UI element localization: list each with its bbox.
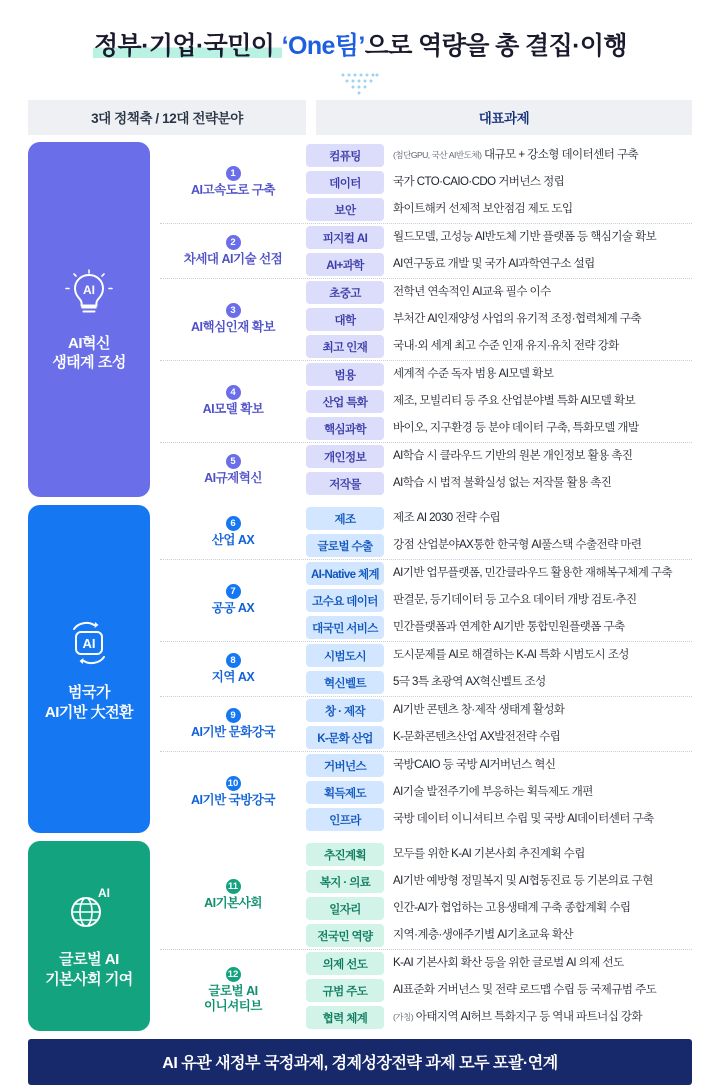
policy-axis-label-line2: AI기반 大전환 [44,703,134,721]
svg-text:AI: AI [82,636,96,652]
svg-text:AI: AI [98,886,110,901]
task-item [306,950,692,977]
task-description: 월드모델, 고성능 AI반도체 기반 플랫폼 등 핵심기술 확보 [393,231,657,244]
task-item [306,224,692,251]
svg-text:AI: AI [83,282,95,297]
task-chip[interactable]: 인프라 [306,808,384,831]
task-chip[interactable]: 데이터 [306,171,384,194]
task-description: 제조 AI 2030 전략 수립 [393,512,501,525]
task-description: 국가 CTO·CAIO·CDO 거버넌스 정립 [393,176,565,189]
strategy-number-badge: 9 [226,708,241,723]
task-description: 제조, 모빌리티 등 주요 산업분야별 특화 AI모델 확보 [393,395,636,408]
task-chip[interactable]: 범용 [306,363,384,386]
ai-bulb-icon [62,267,116,321]
page-title-highlight: 정부·기업·국민이 [94,32,281,60]
task-description: AI기반 콘텐츠 창·제작 생태계 활성화 [393,704,565,717]
strategy-label [204,984,262,1015]
task-item [306,614,692,641]
task-item [306,196,692,223]
task-chip[interactable]: 핵심과학 [306,417,384,440]
strategy-field-8[interactable] [160,642,306,696]
footer-banner: AI 유관 새정부 국정과제, 경제성장전략 과제 모두 포괄·연계 [28,1039,692,1085]
strategy-number-badge: 3 [226,303,241,318]
task-item [306,587,692,614]
task-description: 바이오, 지구환경 등 분야 데이터 구축, 특화모델 개발 [393,422,639,435]
task-chip[interactable]: 전국민 역량 [306,924,384,947]
task-chip[interactable]: 고수요 데이터 [306,589,384,612]
funnel-decoration [28,72,692,98]
task-list [306,752,692,833]
dotted-funnel-icon [339,72,381,96]
task-list [306,505,692,559]
strategy-field-2[interactable] [160,224,306,278]
task-list [306,279,692,360]
task-chip[interactable]: 제조 [306,507,384,530]
strategy-label-line2: 이니셔티브 [204,999,262,1013]
strategy-row [160,751,692,833]
strategy-number-badge: 6 [226,516,241,531]
ai-transform-icon [62,616,116,675]
strategy-row [160,641,692,696]
page-title [93,26,627,62]
task-item [306,697,692,724]
strategy-field-12[interactable] [160,950,306,1031]
ai-transform-icon [62,616,116,670]
task-description: 5극 3특 초광역 AX혁신벨트 조성 [393,676,546,689]
strategy-row [160,559,692,641]
task-item [306,752,692,779]
ai-bulb-icon [62,267,116,326]
strategy-field-5[interactable] [160,443,306,497]
strategy-label: AI핵심인재 확보 [191,320,275,335]
strategy-rows-3 [160,841,692,1031]
task-item [306,279,692,306]
task-chip[interactable]: 추진계획 [306,843,384,866]
task-chip[interactable]: 대학 [306,308,384,331]
task-item [306,922,692,949]
strategy-label: AI고속도로 구축 [191,183,275,198]
policy-axis-card-3[interactable] [28,841,150,1031]
task-item [306,895,692,922]
task-chip[interactable]: 산업 특화 [306,390,384,413]
policy-axis-block-1 [28,142,692,497]
task-item [306,868,692,895]
strategy-label: AI규제혁신 [204,470,262,485]
task-description-text: 대규모 + 강소형 데이터센터 구축 [484,149,639,162]
task-list [306,142,692,223]
strategy-label: AI모델 확보 [202,402,264,417]
task-chip[interactable]: 저작물 [306,472,384,495]
task-description: 화이트해커 선제적 보안점검 제도 도입 [393,203,573,216]
task-chip[interactable]: 최고 인재 [306,335,384,358]
header-policy-axes: 3대 정책축 / 12대 전략분야 [28,100,306,135]
policy-axis-label-line1: 글로벌 AI [59,951,119,969]
task-item [306,724,692,751]
strategy-label-line1: 글로벌 AI [208,983,258,998]
strategy-number-badge: 11 [226,879,241,894]
strategy-field-10[interactable] [160,752,306,833]
strategy-row [160,505,692,559]
policy-axis-label-1 [52,334,126,372]
strategy-number-badge: 12 [226,967,241,982]
task-item [306,642,692,669]
globe-ai-icon [62,883,116,937]
column-headers [28,100,692,135]
task-chip[interactable]: 컴퓨팅 [306,144,384,167]
task-description-note: (가칭) [393,1012,414,1023]
task-item [306,470,692,497]
task-description: AI학습 시 법적 불확실성 없는 저작물 활용 촉진 [393,477,612,490]
task-chip[interactable]: 대국민 서비스 [306,616,384,639]
task-item [306,306,692,333]
strategy-number-badge: 7 [226,584,241,599]
policy-axis-label-line1: 범국가 [68,684,110,702]
task-item [306,779,692,806]
task-chip[interactable]: 획득제도 [306,781,384,804]
task-description-text: 아태지역 AI허브 특화지구 등 역내 파트너십 강화 [415,1011,643,1024]
task-list [306,560,692,641]
strategy-number-badge: 8 [226,653,241,668]
policy-axis-block-2 [28,505,692,833]
task-item [306,806,692,833]
task-chip[interactable]: 복지 · 의료 [306,870,384,893]
header-representative-tasks: 대표과제 [316,100,692,135]
task-description: 지역·계층·생애주기별 AI기초교육 확산 [393,929,573,942]
strategy-label: AI기반 문화강국 [191,724,275,739]
strategy-field-4[interactable] [160,361,306,442]
strategy-number-badge: 2 [226,235,241,250]
policy-axis-card-2[interactable] [28,505,150,833]
policy-axis-card-1[interactable] [28,142,150,497]
strategy-number-badge: 10 [226,776,241,791]
task-item [306,251,692,278]
policy-axis-label-3 [45,950,133,988]
task-description: 민간플랫폼과 연계한 AI기반 통합민원플랫폼 구축 [393,621,625,634]
task-item [306,841,692,868]
task-description: AI연구동료 개발 및 국가 AI과학연구소 설립 [393,258,595,271]
page-title-wrap [28,0,692,62]
strategy-row [160,360,692,442]
task-chip[interactable]: 협력 체계 [306,1006,384,1029]
strategy-number-badge: 4 [226,385,241,400]
task-description: 국방 데이터 이니셔티브 수립 및 국방 AI데이터센터 구축 [393,813,654,826]
task-item [306,560,692,587]
strategy-label: 지역 AX [211,669,255,684]
task-description: AI기술 발전주기에 부응하는 획득제도 개편 [393,786,593,799]
strategy-number-badge: 1 [226,166,241,181]
task-item [306,333,692,360]
task-description: 강점 산업분야AX통한 한국형 AI풀스택 수출전략 마련 [393,539,642,552]
task-description: AI학습 시 클라우드 기반의 원본 개인정보 활용 촉진 [393,450,633,463]
task-chip[interactable]: 일자리 [306,897,384,920]
strategy-rows-2 [160,505,692,833]
task-description: 부처간 AI인재양성 사업의 유기적 조정·협력체계 구축 [393,313,642,326]
strategy-field-3[interactable] [160,279,306,360]
task-chip[interactable]: AI+과학 [306,253,384,276]
task-list [306,841,692,949]
task-item [306,443,692,470]
task-chip[interactable]: 혁신벨트 [306,671,384,694]
task-description: 국내·외 세계 최고 수준 인재 유지·유치 전략 강화 [393,340,619,353]
task-chip[interactable]: 규범 주도 [306,979,384,1002]
strategy-row [160,841,692,949]
task-description: AI표준화 거버넌스 및 전략 로드맵 수립 등 국제규범 주도 [393,984,657,997]
strategy-field-9[interactable] [160,697,306,751]
globe-ai-icon [62,883,116,942]
task-item [306,361,692,388]
strategy-number-badge: 5 [226,454,241,469]
policy-axis-block-3 [28,841,692,1031]
task-description [393,148,638,163]
task-chip[interactable]: 보안 [306,198,384,221]
policy-axis-label-line1: AI혁신 [68,334,110,352]
task-chip[interactable]: 시범도시 [306,644,384,667]
task-description: 인간-AI가 협업하는 고용생태계 구축 종합계획 수립 [393,902,631,915]
task-list [306,697,692,751]
task-chip[interactable]: 창 · 제작 [306,699,384,722]
strategy-row [160,442,692,497]
task-list [306,642,692,696]
task-item [306,977,692,1004]
policy-axis-label-line2: 생태계 조성 [52,354,126,371]
task-description: K-AI 기본사회 확산 등을 위한 글로벌 AI 의제 선도 [393,957,624,970]
task-description: 모두를 위한 K-AI 기본사회 추진계획 수립 [393,848,585,861]
task-list [306,224,692,278]
task-item [306,415,692,442]
task-chip[interactable]: 초중고 [306,281,384,304]
task-chip[interactable]: K-문화 산업 [306,726,384,749]
strategy-row [160,696,692,751]
blocks-container [28,142,692,1031]
strategy-rows-1 [160,142,692,497]
task-description: 국방CAIO 등 국방 AI거버넌스 혁신 [393,759,556,772]
task-list [306,950,692,1031]
policy-axis-label-2 [45,683,133,721]
strategy-field-7[interactable] [160,560,306,641]
strategy-field-1[interactable] [160,142,306,223]
page-title-blue: ‘One팀’ [281,32,365,60]
task-item [306,169,692,196]
task-description-note: (첨단GPU, 국산 AI반도체) [393,150,482,161]
task-description: 도시문제를 AI로 해결하는 K-AI 특화 시범도시 조성 [393,649,629,662]
task-list [306,361,692,442]
strategy-label: 공공 AX [211,601,255,616]
strategy-row [160,142,692,223]
task-description: K-문화콘텐츠산업 AX발전전략 수립 [393,731,561,744]
strategy-label: 차세대 AI기술 선점 [183,251,283,266]
strategy-row [160,949,692,1031]
strategy-label: AI기본사회 [204,895,262,910]
strategy-row [160,278,692,360]
task-item [306,388,692,415]
strategy-row [160,223,692,278]
task-item [306,505,692,532]
task-description: AI기반 예방형 정밀복지 및 AI협동진료 등 기본의료 구현 [393,875,653,888]
task-chip[interactable]: 개인정보 [306,445,384,468]
strategy-label: AI기반 국방강국 [191,793,275,808]
task-chip[interactable]: 거버넌스 [306,754,384,777]
task-chip[interactable]: 피지컬 AI [306,226,384,249]
task-chip[interactable]: 의제 선도 [306,952,384,975]
task-description: AI기반 업무플랫폼, 민간클라우드 활용한 재해복구체계 구축 [393,567,673,580]
strategy-field-6[interactable] [160,505,306,559]
task-chip[interactable]: 글로벌 수출 [306,534,384,557]
task-item [306,669,692,696]
task-item [306,142,692,169]
strategy-field-11[interactable] [160,841,306,949]
policy-axis-label-line2: 기본사회 기여 [45,970,133,988]
task-list [306,443,692,497]
task-description: 세계적 수준 독자 범용 AI모델 확보 [393,368,554,381]
page-title-rest: 으로 역량을 총 결집·이행 [364,32,627,60]
task-item [306,532,692,559]
task-description: 판결문, 등기데이터 등 고수요 데이터 개방 검토·추진 [393,594,637,607]
strategy-label: 산업 AX [211,532,255,547]
task-description: 전학년 연속적인 AI교육 필수 이수 [393,286,551,299]
task-chip[interactable]: AI-Native 체계 [306,562,384,585]
